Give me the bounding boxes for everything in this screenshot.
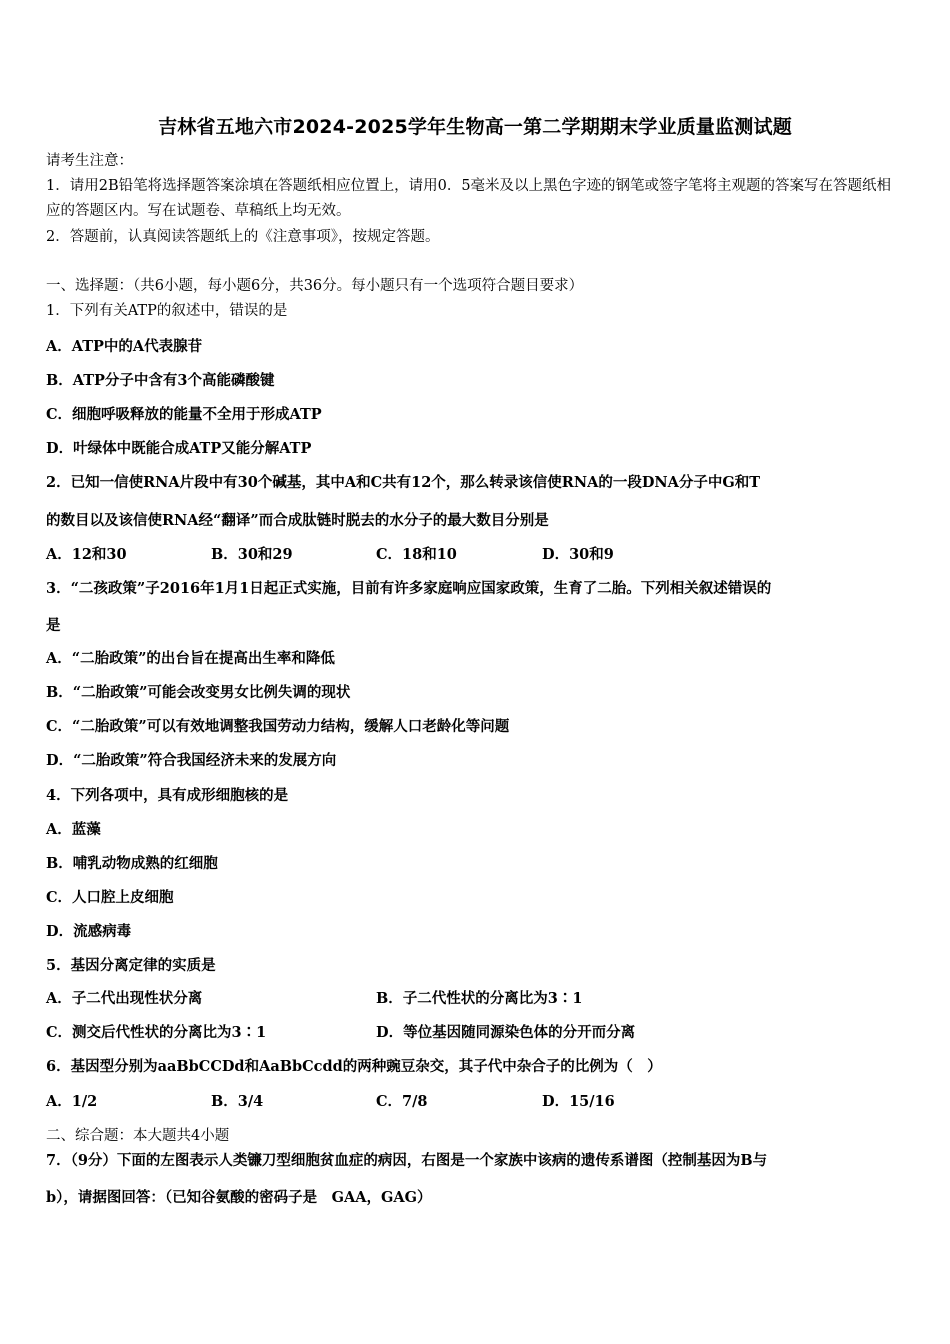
- question-5-option-c: C．测交后代性状的分离比为3∶1: [46, 1024, 267, 1041]
- notice-heading: 请考生注意：: [46, 153, 133, 169]
- question-1-option-c: C．细胞呼吸释放的能量不全用于形成ATP: [46, 406, 322, 423]
- question-7-stem-line-2: b），请据图回答：（已知谷氨酸的密码子是 GAA，GAG）: [46, 1189, 432, 1206]
- question-3-option-a: A．“二胎政策”的出台旨在提高出生率和降低: [46, 650, 335, 667]
- question-3-stem-line-1: 3．“二孩政策”子2016年1月1日起正式实施，目前有许多家庭响应国家政策，生育了二胎。下列相关叙述错误的: [46, 580, 772, 597]
- question-4-option-a: A．蓝藻: [46, 821, 101, 838]
- question-6-option-a: A．1/2: [46, 1093, 98, 1110]
- question-6-option-b: B．3/4: [211, 1093, 264, 1110]
- question-4-option-d: D．流感病毒: [46, 923, 132, 940]
- question-6-option-d: D．15/16: [542, 1093, 615, 1110]
- question-2-option-a: A．12和30: [46, 546, 127, 563]
- question-1-option-d: D．叶绿体中既能合成ATP又能分解ATP: [46, 440, 312, 457]
- question-2-stem-line-2: 的数目以及该信使RNA经“翻译”而合成肽链时脱去的水分子的最大数目分别是: [46, 512, 549, 529]
- question-5-stem: 5．基因分离定律的实质是: [46, 957, 216, 974]
- question-5-option-d: D．等位基因随同源染色体的分开而分离: [376, 1024, 636, 1041]
- question-6-stem: 6．基因型分别为aaBbCCDd和AaBbCcdd的两种豌豆杂交，其子代中杂合子的比例为（ ）: [46, 1058, 662, 1075]
- question-2-option-d: D．30和9: [542, 546, 614, 563]
- notice-item-1: 1．请用2B铅笔将选择题答案涂填在答题纸相应位置上，请用0．5毫米及以上黑色字迹的钢笔或签字笔将主观题的答案写在答题纸相应的答题区内。写在试题卷、草稿纸上均无效。: [46, 178, 892, 219]
- question-4-option-b: B．哺乳动物成熟的红细胞: [46, 855, 218, 872]
- question-2-option-b: B．30和29: [211, 546, 293, 563]
- question-7-stem-line-1: 7．（9分）下面的左图表示人类镰刀型细胞贫血症的病因，右图是一个家族中该病的遗传系谱图（控制基因为B与: [46, 1152, 768, 1169]
- question-3-option-d: D．“二胎政策”符合我国经济未来的发展方向: [46, 752, 337, 769]
- question-3-option-c: C．“二胎政策”可以有效地调整我国劳动力结构，缓解人口老龄化等问题: [46, 718, 510, 735]
- section-2-heading: 二、综合题：本大题共4小题: [46, 1128, 230, 1144]
- question-5-option-a: A．子二代出现性状分离: [46, 990, 203, 1007]
- section-1-heading: 一、选择题：（共6小题，每小题6分，共36分。每小题只有一个选项符合题目要求）: [46, 278, 584, 294]
- question-5-option-b: B．子二代性状的分离比为3∶1: [376, 990, 583, 1007]
- question-1-option-b: B．ATP分子中含有3个高能磷酸键: [46, 372, 275, 389]
- question-3-option-b: B．“二胎政策”可能会改变男女比例失调的现状: [46, 684, 351, 701]
- question-1-option-a: A．ATP中的A代表腺苷: [46, 338, 203, 355]
- question-2-stem-line-1: 2．已知一信使RNA片段中有30个碱基，其中A和C共有12个，那么转录该信使RNA的一段DNA分子中G和T: [46, 474, 761, 491]
- question-2-option-c: C．18和10: [376, 546, 457, 563]
- page-title: 吉林省五地六市2024-2025学年生物高一第二学期期末学业质量监测试题: [158, 116, 792, 138]
- notice-item-2: 2．答题前，认真阅读答题纸上的《注意事项》，按规定答题。: [46, 229, 440, 245]
- question-3-stem-line-2: 是: [46, 617, 61, 634]
- question-4-option-c: C．人口腔上皮细胞: [46, 889, 174, 906]
- question-4-stem: 4．下列各项中，具有成形细胞核的是: [46, 787, 289, 804]
- question-1-stem: 1．下列有关ATP的叙述中，错误的是: [46, 303, 288, 319]
- question-6-option-c: C．7/8: [376, 1093, 428, 1110]
